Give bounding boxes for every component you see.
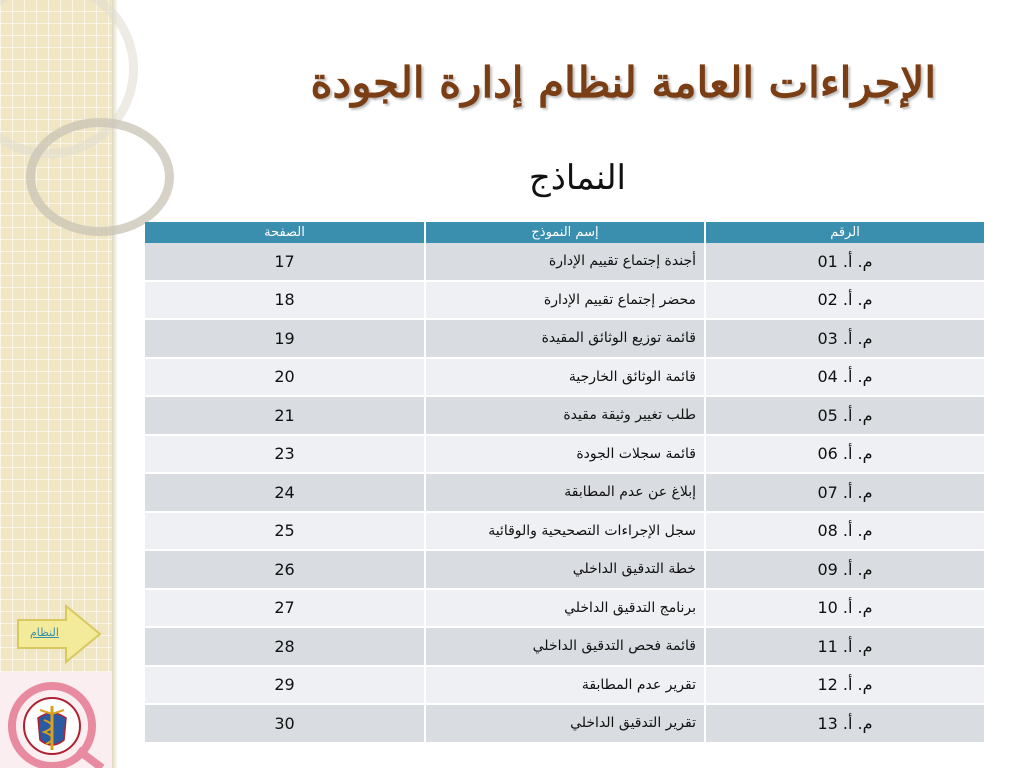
- table-row: [145, 319, 985, 358]
- row-form-name: قائمة سجلات الجودة: [425, 435, 705, 474]
- decorative-ring: [26, 118, 174, 236]
- row-number: م. أ. 09: [705, 550, 985, 589]
- row-page: 25: [145, 512, 425, 551]
- table-row: [145, 473, 985, 512]
- row-number: م. أ. 02: [705, 281, 985, 320]
- row-page: 30: [145, 704, 425, 743]
- row-form-name: قائمة الوثائق الخارجية: [425, 358, 705, 397]
- row-number: م. أ. 06: [705, 435, 985, 474]
- table-row: [145, 358, 985, 397]
- header-page: الصفحة: [145, 222, 425, 243]
- row-number: م. أ. 01: [705, 243, 985, 281]
- row-number: م. أ. 07: [705, 473, 985, 512]
- table-row: [145, 627, 985, 666]
- row-form-name: أجندة إجتماع تقييم الإدارة: [425, 243, 705, 281]
- table-row: [145, 435, 985, 474]
- row-number: م. أ. 04: [705, 358, 985, 397]
- nav-link-system[interactable]: النظام: [30, 626, 59, 639]
- row-page: 28: [145, 627, 425, 666]
- row-form-name: قائمة توزيع الوثائق المقيدة: [425, 319, 705, 358]
- row-page: 27: [145, 589, 425, 628]
- table-row: [145, 243, 985, 281]
- table-row: [145, 666, 985, 705]
- row-number: م. أ. 10: [705, 589, 985, 628]
- row-page: 26: [145, 550, 425, 589]
- row-form-name: طلب تغيير وثيقة مقيدة: [425, 396, 705, 435]
- row-number: م. أ. 03: [705, 319, 985, 358]
- right-arrow-icon[interactable]: [16, 604, 102, 664]
- row-form-name: إبلاغ عن عدم المطابقة: [425, 473, 705, 512]
- table-row: [145, 281, 985, 320]
- row-page: 24: [145, 473, 425, 512]
- row-page: 17: [145, 243, 425, 281]
- row-number: م. أ. 13: [705, 704, 985, 743]
- table-row: [145, 550, 985, 589]
- row-form-name: برنامج التدقيق الداخلي: [425, 589, 705, 628]
- table-row: [145, 589, 985, 628]
- row-page: 23: [145, 435, 425, 474]
- header-form-name: إسم النموذج: [425, 222, 705, 243]
- table-row: [145, 396, 985, 435]
- header-number: الرقم: [705, 222, 985, 243]
- page-subtitle: النماذج: [528, 158, 626, 198]
- table-row: [145, 512, 985, 551]
- row-number: م. أ. 05: [705, 396, 985, 435]
- row-form-name: خطة التدقيق الداخلي: [425, 550, 705, 589]
- row-page: 21: [145, 396, 425, 435]
- row-number: م. أ. 12: [705, 666, 985, 705]
- row-page: 29: [145, 666, 425, 705]
- row-form-name: تقرير التدقيق الداخلي: [425, 704, 705, 743]
- row-number: م. أ. 11: [705, 627, 985, 666]
- table-row: [145, 704, 985, 743]
- row-form-name: محضر إجتماع تقييم الإدارة: [425, 281, 705, 320]
- forms-table: [145, 222, 986, 744]
- row-form-name: تقرير عدم المطابقة: [425, 666, 705, 705]
- table-header-row: [145, 222, 985, 243]
- row-form-name: سجل الإجراءات التصحيحية والوقائية: [425, 512, 705, 551]
- page-title: الإجراءات العامة لنظام إدارة الجودة: [310, 58, 936, 107]
- row-number: م. أ. 08: [705, 512, 985, 551]
- row-page: 20: [145, 358, 425, 397]
- row-page: 19: [145, 319, 425, 358]
- row-page: 18: [145, 281, 425, 320]
- medical-caduceus-logo-icon: [8, 680, 104, 768]
- row-form-name: قائمة فحص التدقيق الداخلي: [425, 627, 705, 666]
